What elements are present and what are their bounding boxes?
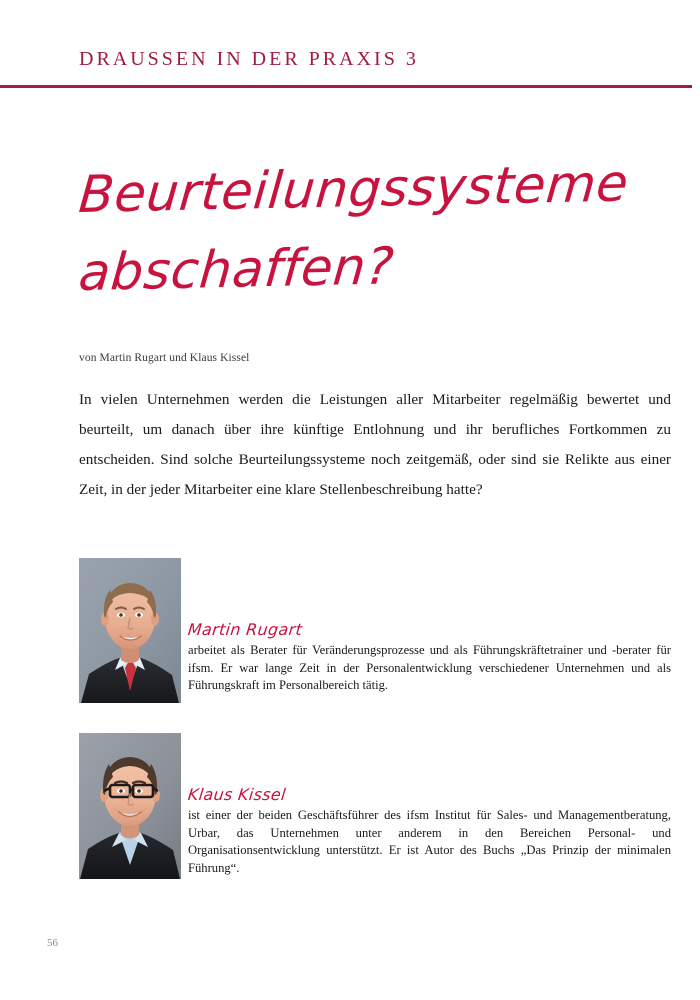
page-number: 56 [47,937,58,949]
author-name-kissel: Klaus Kissel [187,785,287,804]
page-title-line-2: abschaffen? [76,237,397,303]
author-name-rugart: Martin Rugart [187,620,304,639]
author-bio-rugart: arbeitet als Berater für Veränderungsprozesse und als Führungskräftetrainer und -berater für ifsm. Er war lange Zeit in der Personalentwicklung verschiedener Unternehmen und als Führungskraft im Personalbereich tätig. [188,643,671,692]
header-divider-rule [0,85,692,88]
running-head [0,48,700,71]
portrait-image-rugart [79,558,181,703]
lead-paragraph: In vielen Unternehmen werden die Leistungen aller Mitarbeiter regelmäßig bewertet und beurteilt, um danach über ihre künftige Entlohnung und ihr berufliches Fortkommen zu entscheiden. Sind solche Beurteilungssysteme noch zeitgemäß, oder sind sie Relikte aus einer Zeit, in der jeder Mitarbeiter eine klare Stellenbeschreibung hatte? [79,391,671,498]
byline: von Martin Rugart und Klaus Kissel [79,352,250,364]
page-title [76,154,639,312]
page-title-line-1: Beurteilungssysteme [76,154,631,225]
author-block-rugart [79,558,671,695]
portrait-martin-rugart [79,558,181,703]
running-head-label: DRAUSSEN IN DER PRAXIS 3 [79,48,419,70]
portrait-image-kissel [79,733,181,879]
author-body-kissel [188,733,671,877]
author-block-kissel [79,733,671,877]
author-bio-kissel: ist einer der beiden Geschäftsführer des ifsm Institut für Sales- und Managementberatung, Urbar, das Unternehmen unter anderem in den Bereichen Personal- und Organisationsentwicklung unterstützt. Er ist Autor des Buchs „Das Prinzip der minimalen Führung“. [188,808,671,875]
author-body-rugart [188,558,671,695]
portrait-klaus-kissel [79,733,181,879]
